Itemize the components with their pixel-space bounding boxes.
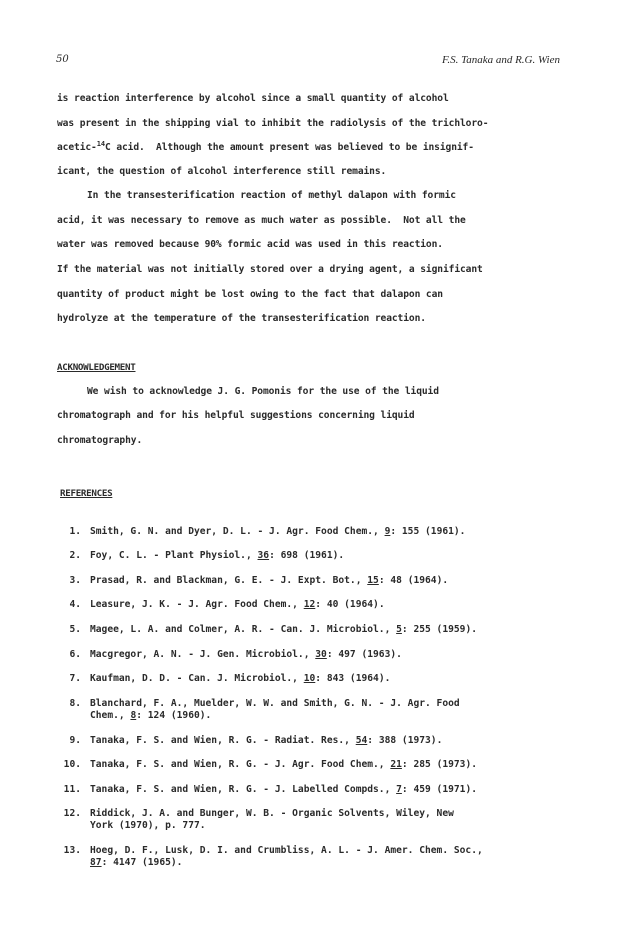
reference-number: 13.	[63, 845, 81, 856]
body-line: icant, the question of alcohol interference still remains.	[57, 166, 387, 177]
reference-number: 12.	[63, 808, 81, 819]
reference-citation: Blanchard, F. A., Muelder, W. W. and Smith, G. N. - J. Agr. Food Chem.,	[90, 698, 460, 721]
reference-volume: 9	[384, 526, 391, 537]
reference-pages: : 4147 (1965).	[101, 857, 183, 868]
reference-pages: : 40 (1964).	[315, 599, 385, 610]
reference-volume: 87	[90, 857, 102, 868]
page-header	[56, 54, 560, 68]
reference-citation: Riddick, J. A. and Bunger, W. B. - Organic Solvents, Wiley, New York (1970), p. 777.	[90, 808, 454, 831]
body-line: was present in the shipping vial to inhibit the radiolysis of the trichloro-	[57, 118, 489, 129]
reference-number: 9.	[69, 735, 81, 746]
body-line: water was removed because 90% formic acid was used in this reaction.	[57, 239, 443, 250]
reference-number: 10.	[63, 759, 81, 770]
reference-text	[90, 784, 550, 796]
reference-text	[90, 845, 550, 869]
reference-text	[90, 624, 550, 636]
reference-citation: Smith, G. N. and Dyer, D. L. - J. Agr. Food Chem.,	[90, 526, 385, 537]
body-line	[57, 142, 474, 153]
reference-volume: 54	[355, 735, 368, 746]
references-heading: REFERENCES	[60, 488, 113, 499]
reference-citation: Tanaka, F. S. and Wien, R. G. - J. Agr. Food Chem.,	[90, 759, 391, 770]
body-line: quantity of product might be lost owing to the fact that dalapon can	[57, 289, 443, 300]
reference-text	[90, 599, 550, 611]
body-line: hydrolyze at the temperature of the transesterification reaction.	[57, 313, 426, 324]
reference-text	[90, 649, 550, 661]
reference-pages: : 388 (1973).	[367, 735, 443, 746]
acknowledgement-heading: ACKNOWLEDGEMENT	[57, 362, 136, 373]
reference-number: 11.	[63, 784, 81, 795]
text-run: C acid. Although the amount present was believed to be insignif-	[104, 142, 474, 153]
reference-number: 4.	[69, 599, 81, 610]
reference-number: 3.	[69, 575, 81, 586]
reference-volume: 12	[303, 599, 316, 610]
reference-text	[90, 575, 550, 587]
reference-text	[90, 759, 550, 771]
body-line: chromatograph and for his helpful suggestions concerning liquid	[57, 410, 415, 421]
superscript: 14	[96, 140, 105, 148]
reference-number: 1.	[69, 526, 81, 537]
reference-citation: Magee, L. A. and Colmer, A. R. - Can. J. Microbiol.,	[90, 624, 397, 635]
reference-citation: Kaufman, D. D. - Can. J. Microbiol.,	[90, 673, 304, 684]
body-line: acid, it was necessary to remove as much water as possible. Not all the	[57, 215, 466, 226]
reference-number: 7.	[69, 673, 81, 684]
reference-text	[90, 673, 550, 685]
body-line: chromatography.	[57, 435, 143, 446]
reference-volume: 30	[315, 649, 327, 660]
reference-number: 2.	[69, 550, 81, 561]
body-line: We wish to acknowledge J. G. Pomonis for the use of the liquid	[87, 386, 439, 397]
reference-text	[90, 735, 550, 747]
reference-citation: Prasad, R. and Blackman, G. E. - J. Expt. Bot.,	[90, 575, 368, 586]
reference-pages: : 255 (1959).	[401, 624, 477, 635]
reference-citation: Tanaka, F. S. and Wien, R. G. - J. Labelled Compds.,	[90, 784, 397, 795]
reference-citation: Macgregor, A. N. - J. Gen. Microbiol.,	[90, 649, 316, 660]
reference-volume: 10	[303, 673, 316, 684]
reference-pages: : 698 (1961).	[269, 550, 345, 561]
reference-text	[90, 526, 550, 538]
reference-pages: : 497 (1963).	[326, 649, 402, 660]
body-line: If the material was not initially stored over a drying agent, a significant	[57, 264, 483, 275]
reference-pages: : 843 (1964).	[315, 673, 391, 684]
reference-number: 6.	[69, 649, 81, 660]
reference-pages: : 285 (1973).	[401, 759, 478, 770]
reference-pages: : 155 (1961).	[390, 526, 466, 537]
reference-volume: 21	[390, 759, 402, 770]
text-run: acetic-	[57, 142, 97, 153]
reference-volume: 15	[367, 575, 379, 586]
reference-citation: Leasure, J. K. - J. Agr. Food Chem.,	[90, 599, 304, 610]
reference-pages: : 124 (1960).	[136, 710, 212, 721]
reference-citation: Tanaka, F. S. and Wien, R. G. - Radiat. Res.,	[90, 735, 356, 746]
reference-volume: 7	[396, 784, 402, 795]
reference-text	[90, 808, 550, 832]
reference-text	[90, 550, 550, 562]
body-line: is reaction interference by alcohol since a small quantity of alcohol	[57, 93, 449, 104]
reference-text	[90, 698, 550, 722]
reference-citation: Hoeg, D. F., Lusk, D. I. and Crumbliss, A. L. - J. Amer. Chem. Soc.,	[90, 845, 483, 856]
reference-citation: Foy, C. L. - Plant Physiol.,	[90, 550, 258, 561]
reference-volume: 5	[396, 624, 402, 635]
reference-pages: : 48 (1964).	[378, 575, 449, 586]
reference-volume: 36	[257, 550, 270, 561]
body-line: In the transesterification reaction of methyl dalapon with formic	[87, 190, 456, 201]
reference-pages: : 459 (1971).	[401, 784, 477, 795]
reference-volume: 8	[130, 710, 137, 721]
page-number: 50	[56, 54, 69, 65]
reference-number: 5.	[69, 624, 81, 635]
reference-number: 8.	[69, 698, 81, 709]
running-head: F.S. Tanaka and R.G. Wien	[442, 54, 560, 66]
